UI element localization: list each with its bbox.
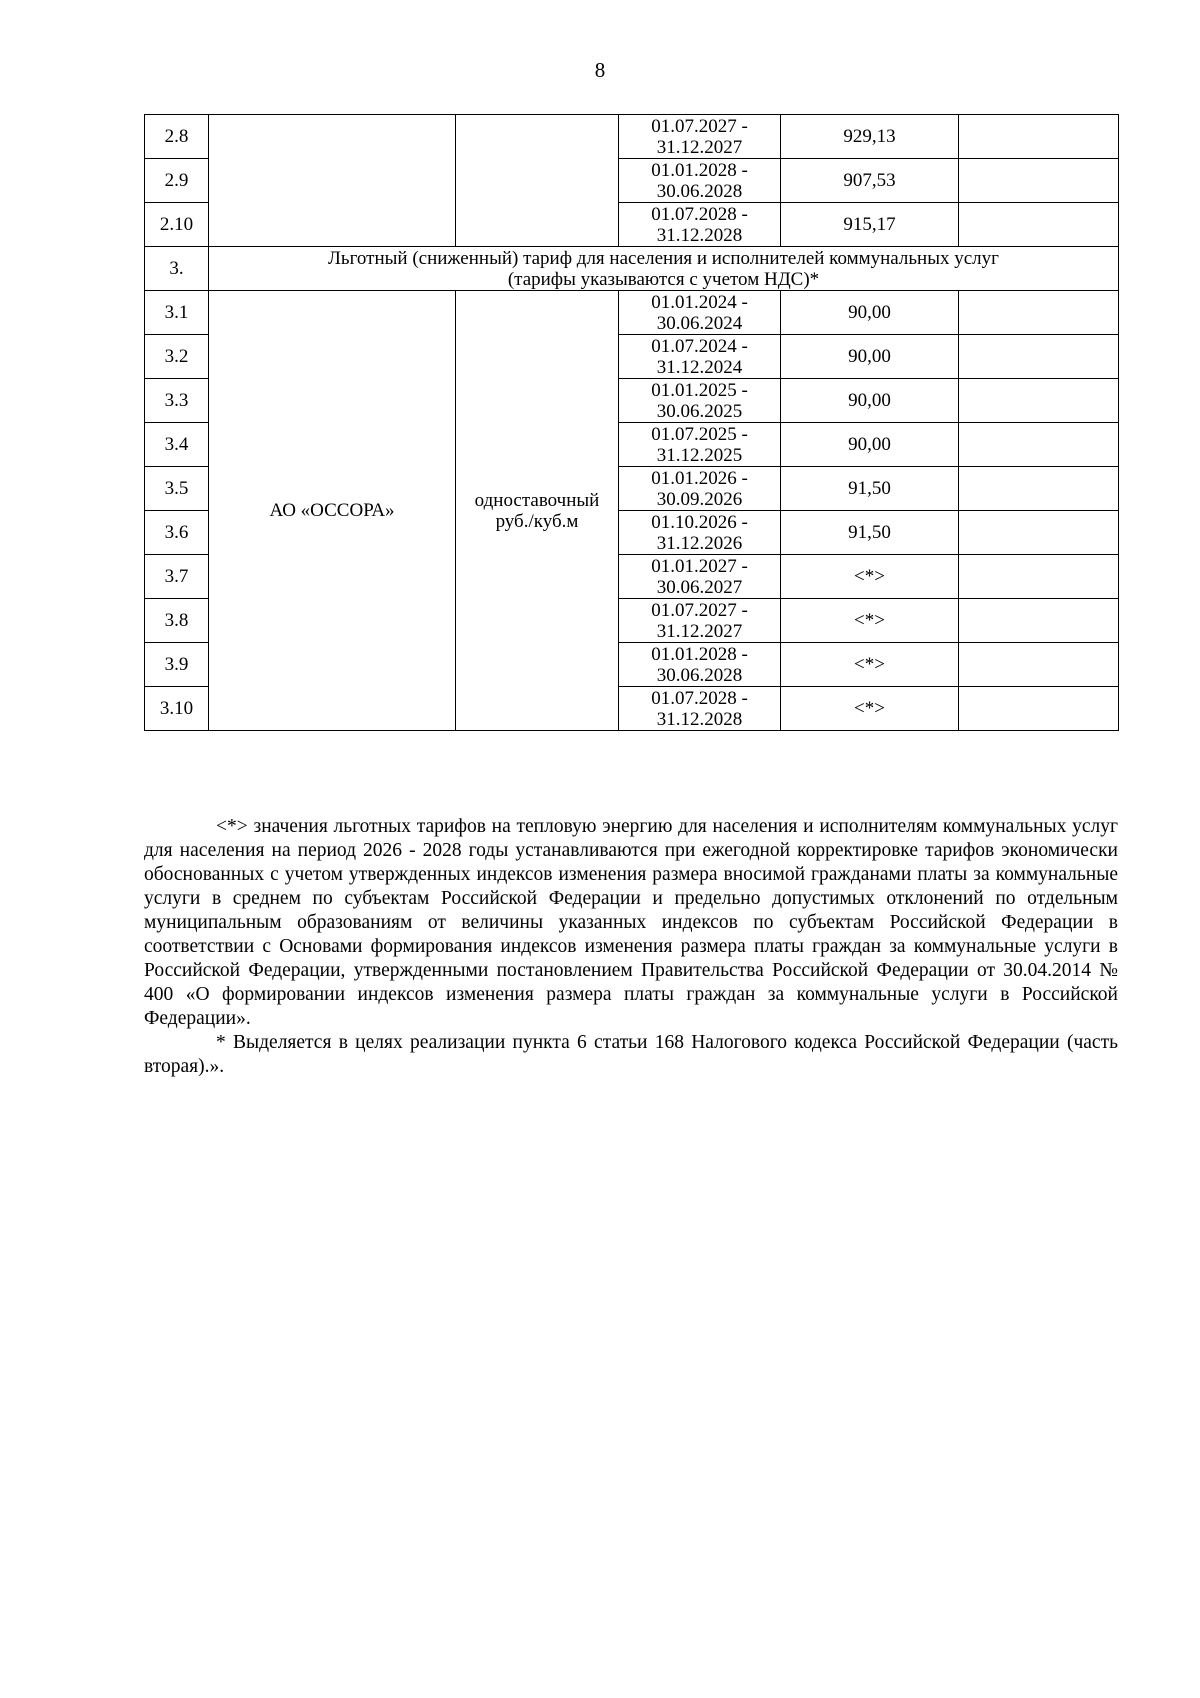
period-from: 01.07.2025 - [651, 423, 748, 445]
empty-cell [959, 159, 1119, 203]
tariff-value: 91,50 [781, 467, 959, 511]
tariff-value: 907,53 [781, 159, 959, 203]
row-number: 3.10 [145, 687, 209, 731]
period-cell [619, 203, 781, 247]
organization-cell-empty [209, 115, 456, 247]
empty-cell [959, 467, 1119, 511]
empty-cell [959, 115, 1119, 159]
period-cell [619, 115, 781, 159]
empty-cell [959, 203, 1119, 247]
period-to: 30.09.2026 [656, 488, 743, 510]
period-to: 31.12.2025 [656, 444, 743, 466]
empty-cell [959, 379, 1119, 423]
empty-cell [959, 423, 1119, 467]
section-number: 3. [145, 247, 209, 291]
section-title-line2: (тарифы указываются с учетом НДС)* [507, 268, 820, 290]
period-cell [619, 335, 781, 379]
empty-cell [959, 511, 1119, 555]
period-from: 01.10.2026 - [651, 511, 748, 533]
row-number: 3.4 [145, 423, 209, 467]
period-cell [619, 643, 781, 687]
row-number: 3.3 [145, 379, 209, 423]
period-from: 01.07.2027 - [651, 115, 748, 137]
period-from: 01.01.2025 - [651, 379, 748, 401]
period-cell [619, 159, 781, 203]
period-cell [619, 511, 781, 555]
period-to: 30.06.2024 [656, 312, 743, 334]
tariff-value: 90,00 [781, 379, 959, 423]
period-from: 01.07.2027 - [651, 599, 748, 621]
period-to: 31.12.2024 [656, 356, 743, 378]
period-to: 30.06.2027 [656, 576, 743, 598]
section-title-line1: Льготный (сниженный) тариф для населения и исполнителей коммунальных услуг [328, 247, 999, 269]
row-number: 2.10 [145, 203, 209, 247]
empty-cell [959, 291, 1119, 335]
row-number: 3.7 [145, 555, 209, 599]
period-from: 01.07.2024 - [651, 335, 748, 357]
row-number: 3.9 [145, 643, 209, 687]
period-to: 31.12.2027 [656, 136, 743, 158]
section-header-row [145, 247, 1119, 291]
tariff-value: 929,13 [781, 115, 959, 159]
empty-cell [959, 335, 1119, 379]
tariff-type-cell [456, 291, 619, 731]
tariff-value: 915,17 [781, 203, 959, 247]
table-row [145, 291, 1119, 335]
period-from: 01.07.2028 - [651, 687, 748, 709]
row-number: 3.2 [145, 335, 209, 379]
page-number: 8 [594, 58, 606, 82]
period-cell [619, 291, 781, 335]
row-number: 3.5 [145, 467, 209, 511]
tariff-table [144, 114, 1119, 731]
tariff-value: <*> [781, 555, 959, 599]
section-title [209, 247, 1119, 291]
tariff-value: 90,00 [781, 291, 959, 335]
tariff-type: одноставочный [474, 489, 600, 511]
period-from: 01.07.2028 - [651, 203, 748, 225]
organization-name: АО «ОССОРА» [209, 291, 456, 731]
footnotes [144, 815, 1118, 1079]
period-cell [619, 687, 781, 731]
row-number: 3.1 [145, 291, 209, 335]
row-number: 3.8 [145, 599, 209, 643]
table-row [145, 115, 1119, 159]
period-cell [619, 467, 781, 511]
empty-cell [959, 643, 1119, 687]
period-to: 30.06.2028 [656, 180, 743, 202]
tariff-value: 90,00 [781, 335, 959, 379]
period-from: 01.01.2027 - [651, 555, 748, 577]
tariff-value: 90,00 [781, 423, 959, 467]
period-to: 31.12.2028 [656, 708, 743, 730]
period-cell [619, 555, 781, 599]
tariff-value: 91,50 [781, 511, 959, 555]
tariff-value: <*> [781, 599, 959, 643]
tariff-value: <*> [781, 687, 959, 731]
period-cell [619, 599, 781, 643]
tariff-type-cell-empty [456, 115, 619, 247]
empty-cell [959, 687, 1119, 731]
empty-cell [959, 555, 1119, 599]
row-number: 3.6 [145, 511, 209, 555]
period-cell [619, 423, 781, 467]
period-to: 31.12.2027 [656, 620, 743, 642]
period-to: 30.06.2025 [656, 400, 743, 422]
vat-note: * Выделяется в целях реализации пункта 6 статьи 168 Налогового кодекса Российской Федерации (часть вторая).». [144, 1032, 1118, 1077]
empty-cell [959, 599, 1119, 643]
period-cell [619, 379, 781, 423]
period-to: 31.12.2026 [656, 532, 743, 554]
tariff-unit: руб./куб.м [495, 510, 579, 532]
period-from: 01.01.2026 - [651, 467, 748, 489]
tariff-value: <*> [781, 643, 959, 687]
period-from: 01.01.2028 - [651, 643, 748, 665]
period-to: 31.12.2028 [656, 224, 743, 246]
asterisk-note: <*> значения льготных тарифов на тепловую энергию для населения и исполнителям коммунальных услуг для населения на период 2026 - 2028 годы устанавливаются при ежегодной корректировке тарифов экономически обоснованных с учетом утвержденных индексов изменения размера вносимой гражданами платы за коммунальные услуги в среднем по субъектам Российской Федерации и предельно допустимых отклонений по отдельным муниципальным образованиям от величины указанных индексов по субъектам Российской Федерации в соответствии с Основами формирования индексов изменения размера платы граждан за коммунальные услуги в Российской Федерации, утвержденными постановлением Правительства Российской Федерации от 30.04.2014 № 400 «О формировании индексов изменения размера платы граждан за коммунальные услуги в Российской Федерации». [144, 816, 1118, 1029]
period-to: 30.06.2028 [656, 664, 743, 686]
row-number: 2.8 [145, 115, 209, 159]
row-number: 2.9 [145, 159, 209, 203]
period-from: 01.01.2028 - [651, 159, 748, 181]
period-from: 01.01.2024 - [651, 291, 748, 313]
